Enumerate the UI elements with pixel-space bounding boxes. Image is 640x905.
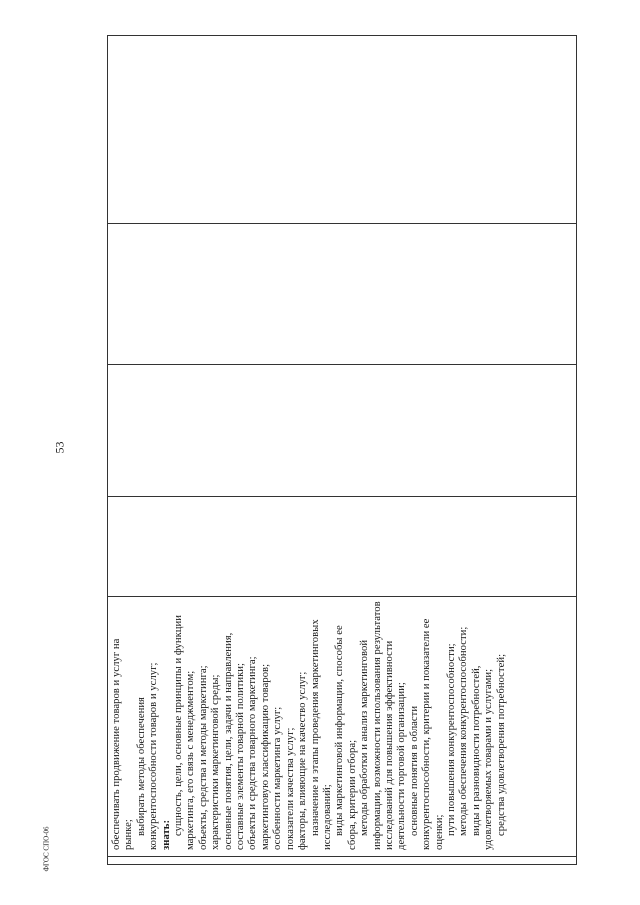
content-line: конкурентоспособности товаров и услуг; [148, 662, 160, 850]
content-line: маркетинговую классификацию товаров; [259, 663, 271, 850]
content-line: информации, возможности использования результатов [371, 601, 383, 850]
content-line: конкурентоспособности, критерии и показатели ее [421, 618, 433, 850]
content-line: средства удовлетворения потребностей; [495, 653, 507, 836]
table-cell-empty-4 [108, 36, 576, 224]
table-row [107, 35, 577, 865]
content-line: особенности маркетинга услуг; [272, 706, 284, 850]
content-line: виды и разновидности потребностей, [470, 665, 482, 836]
footer-code: ФГОС СПО-06 [42, 826, 51, 872]
content-line: пути повышения конкурентоспособности; [445, 643, 457, 836]
content-line: объекты и средства товарного маркетинга; [247, 656, 259, 850]
content-line: сбора, критерии отбора; [346, 739, 358, 850]
content-line: методы обработки и анализ маркетинговой [359, 639, 371, 836]
table-cell-empty-1 [108, 497, 576, 597]
content-line: назначение и этапы проведения маркетинговых [309, 619, 321, 836]
content-line: исследований; [321, 784, 333, 850]
page-number: 53 [52, 441, 67, 454]
content-line: деятельности торговой организации; [396, 682, 408, 850]
content-line: оценки; [433, 814, 445, 850]
content-line: выбирать методы обеспечения [135, 697, 147, 836]
content-line: маркетинга, его связь с менеджментом; [185, 670, 197, 850]
table-cell-empty-2 [108, 365, 576, 497]
table-cell-index [108, 857, 576, 864]
content-line: виды маркетинговой информации, способы ее [334, 625, 346, 836]
document-table [107, 35, 577, 865]
content-line: удовлетворяемых товарами и услугами; [483, 668, 495, 850]
content-line: основные понятия в области [408, 705, 420, 836]
content-line: факторы, влияющие на качество услуг; [297, 671, 309, 850]
content-line: сущность, цели, основные принципы и функции [173, 615, 185, 836]
content-line: составные элементы товарной политики; [235, 662, 247, 850]
content-line: исследований для повышения эффективности [383, 640, 395, 850]
content-line: рынке; [123, 819, 135, 850]
content-line: объекты, средства и методы маркетинга; [197, 665, 209, 850]
content-line: характеристики маркетинговой среды; [210, 674, 222, 850]
table-cell-content [108, 597, 576, 857]
content-line: методы обеспечения конкурентоспособности; [458, 626, 470, 836]
content-line: основные понятия, цели, задачи и направления, [222, 632, 234, 850]
content-line: знать: [160, 819, 172, 850]
content-lines [111, 603, 508, 850]
content-line: обеспечивать продвижение товаров и услуг на [111, 638, 122, 850]
content-line: показатели качества услуг; [284, 727, 296, 850]
table-cell-empty-3 [108, 224, 576, 365]
